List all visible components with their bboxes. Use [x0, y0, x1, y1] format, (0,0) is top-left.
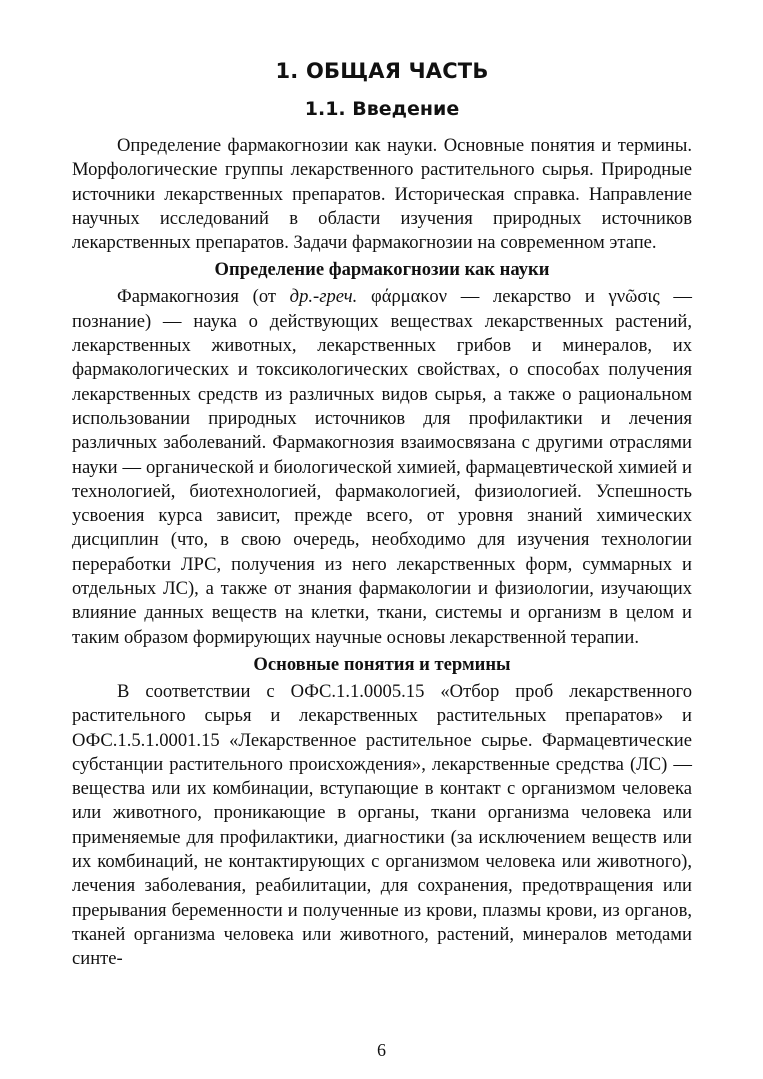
section-title: 1.1. Введение — [304, 98, 460, 120]
definition-abbreviation: др.-греч. — [289, 286, 358, 308]
page-number: 6 — [377, 1040, 386, 1060]
definition-paragraph — [72, 285, 692, 649]
subsection-heading-definition: Определение фармакогнозии как науки — [214, 259, 550, 281]
chapter-title: 1. ОБЩАЯ ЧАСТЬ — [275, 59, 489, 83]
definition-paragraph-rest: φάρμακον — лекарство и γνῶσις — познание) — наука о действующих веществах лекарственных растений, лекарственных животных, лекарственных грибов и минералов, их фармакологических и токсикологических свойствах, о способах получения лекарственных средств из различных видов сырья, а также о рациональном использовании природных источников для профилактики и лечения различных заболеваний. Фармакогнозия взаимосвязана с другими отраслями науки — органической и биологической химией, фармацевтической химией и технологией, биотехнологией, фармакологией, физиологией. Успешность усвоения курса зависит, прежде всего, от уровня знаний химических дисциплин (что, в свою очередь, необходимо для изучения технологии переработки ЛРС, получения из него лекарственных форм, суммарных и отдельных ЛС), а также от знания фармакологии и физиологии, изучающих влияние данных веществ на клетки, ткани, системы и организм в целом и таким образом формирующих научные основы лекарственной терапии. — [72, 286, 692, 648]
subsection-heading-terms: Основные понятия и термины — [253, 653, 511, 675]
page-content — [72, 52, 692, 972]
section-abstract: Определение фармакогнозии как науки. Основные понятия и термины. Морфологические группы лекарственного растительного сырья. Природные источники лекарственных препаратов. Историческая справка. Направление научных исследований в области изучения природных источников лекарственных препаратов. Задачи фармакогнозии на современном этапе. — [72, 135, 692, 254]
definition-paragraph-start: Фармакогнозия (от — [117, 286, 290, 308]
terms-paragraph: В соответствии с ОФС.1.1.0005.15 «Отбор проб лекарственного растительного сырья и лекарственных растительных препаратов» и ОФС.1.5.1.0001.15 «Лекарственное растительное сырье. Фармацевтические субстанции растительного происхождения», лекарственные средства (ЛС) — вещества или их комбинации, вступающие в контакт с организмом человека или животного, проникающие в органы, ткани организма человека или применяемые для профилактики, диагностики (за исключением веществ или их комбинаций, не контактирующих с организмом человека или животного), лечения заболевания, реабилитации, для сохранения, предотвращения или прерывания беременности и полученные из крови, плазмы крови, из органов, тканей организма человека или животного, растений, минералов методами синте- — [72, 680, 692, 970]
